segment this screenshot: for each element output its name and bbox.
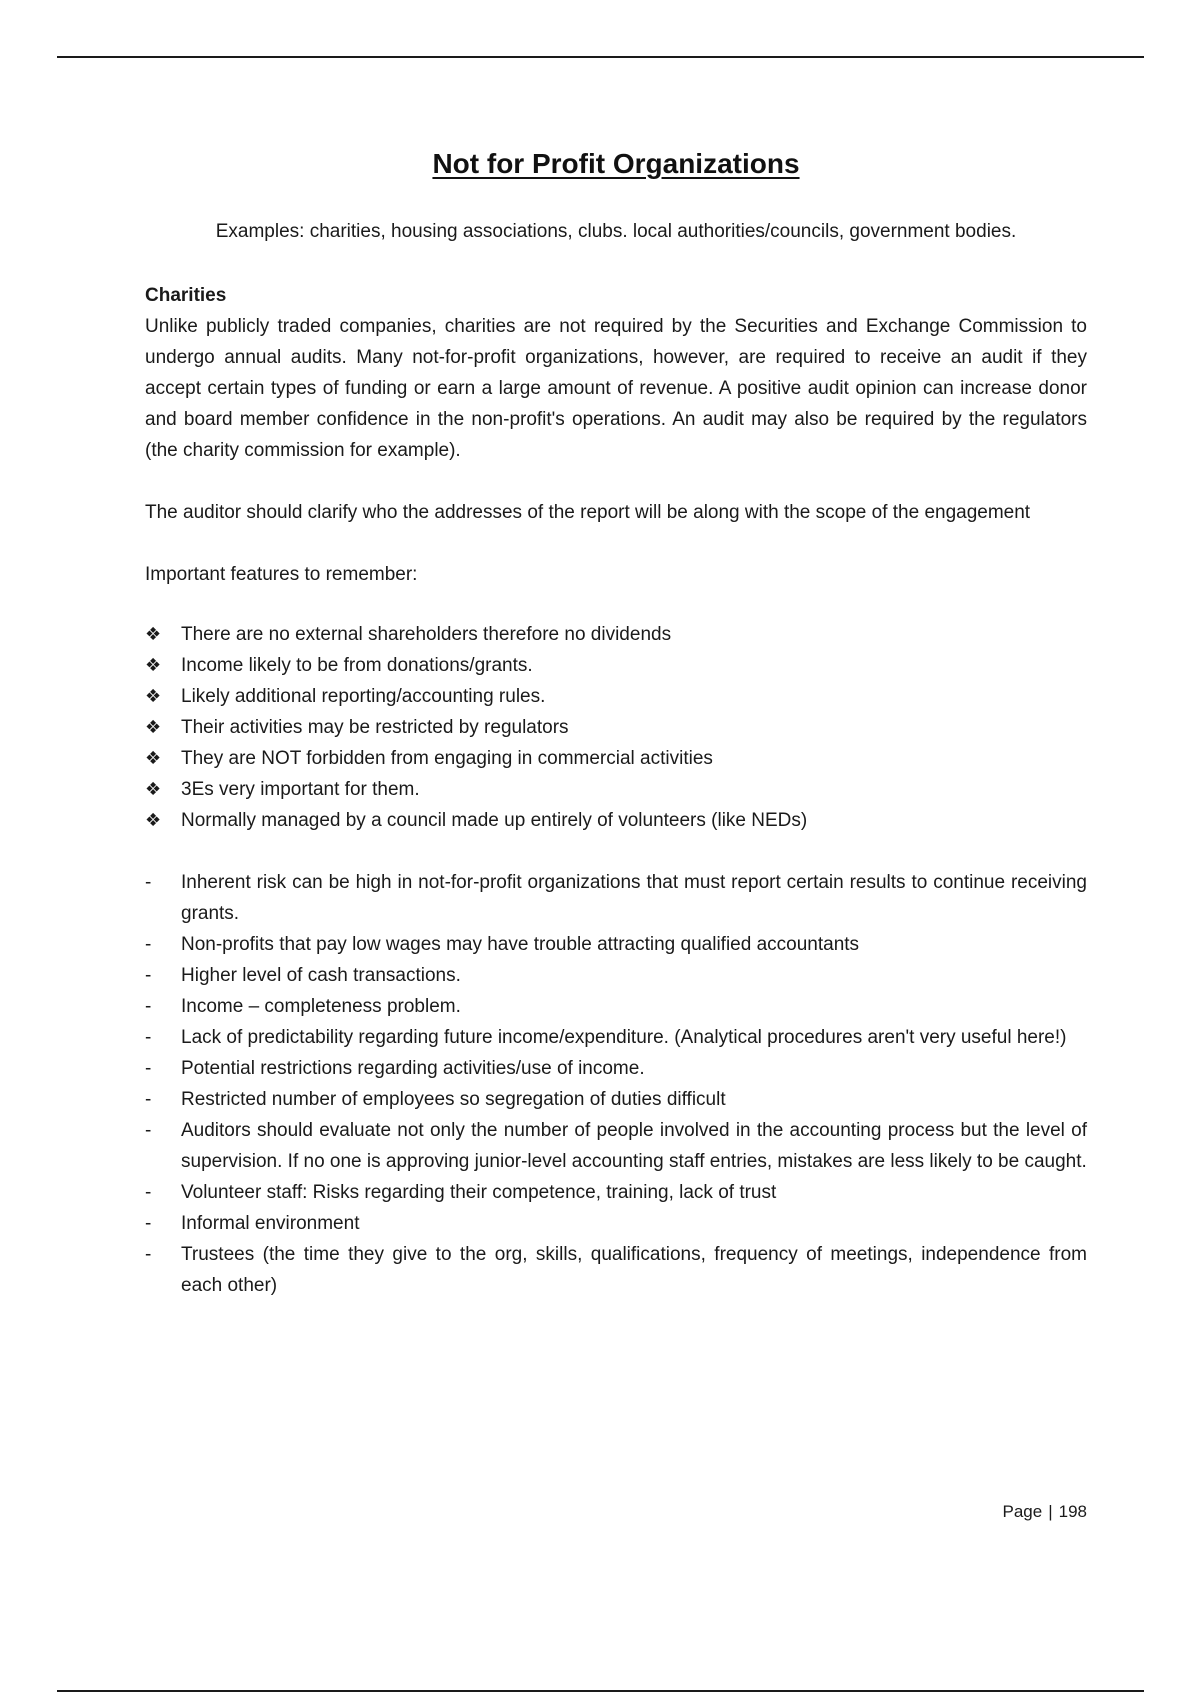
- list-item-text: There are no external shareholders therefore no dividends: [181, 624, 672, 645]
- page-number-footer: [1003, 1500, 1088, 1524]
- list-item: [145, 1239, 1087, 1301]
- list-item: [145, 960, 1087, 991]
- list-item: [145, 1177, 1087, 1208]
- dash-bullet-icon: -: [145, 1213, 152, 1234]
- page-number: 198: [1058, 1502, 1087, 1521]
- dash-bullet-icon: -: [145, 1089, 152, 1110]
- features-label: Important features to remember:: [145, 564, 418, 585]
- list-item-text: Income likely to be from donations/grants.: [181, 655, 533, 676]
- page-title: Not for Profit Organizations: [432, 148, 800, 179]
- list-item-text: Their activities may be restricted by regulators: [181, 717, 569, 738]
- list-item-text: Non-profits that pay low wages may have trouble attracting qualified accountants: [181, 934, 860, 955]
- list-item-text: Higher level of cash transactions.: [181, 965, 461, 986]
- diamond-bullet-icon: ❖: [145, 717, 162, 737]
- list-item: [145, 867, 1087, 929]
- footer-rule: [57, 1690, 1144, 1692]
- list-item-text: 3Es very important for them.: [181, 779, 420, 800]
- list-item-text: Income – completeness problem.: [181, 996, 461, 1017]
- list-item-text: Informal environment: [181, 1213, 360, 1234]
- dash-bullet-icon: -: [145, 996, 152, 1017]
- list-item-text: Auditors should evaluate not only the number of people involved in the accounting process but the level of supervision. If no one is approving junior-level accounting staff entries, mistakes are less likely to be caught.: [181, 1120, 1087, 1172]
- diamond-bullet-icon: ❖: [145, 686, 162, 706]
- section-heading-charities: Charities: [145, 285, 227, 306]
- dash-bullet-icon: -: [145, 1244, 152, 1265]
- footer-separator: |: [1048, 1502, 1053, 1521]
- list-item: [145, 1115, 1087, 1177]
- list-item: [145, 991, 1087, 1022]
- diamond-bullet-icon: ❖: [145, 624, 162, 644]
- list-item: [145, 619, 1087, 650]
- dash-bullet-icon: -: [145, 1058, 152, 1079]
- list-item-text: Lack of predictability regarding future income/expenditure. (Analytical procedures aren't very useful here!): [181, 1027, 1067, 1048]
- page-label: Page: [1002, 1502, 1043, 1521]
- list-item-text: Potential restrictions regarding activities/use of income.: [181, 1058, 645, 1079]
- page-content: [145, 146, 1087, 1301]
- list-item-text: Volunteer staff: Risks regarding their competence, training, lack of trust: [181, 1182, 777, 1203]
- list-item: [145, 1208, 1087, 1239]
- diamond-bullet-icon: ❖: [145, 810, 162, 830]
- list-item: [145, 681, 1087, 712]
- list-item: [145, 1022, 1087, 1053]
- list-item-text: Likely additional reporting/accounting rules.: [181, 686, 546, 707]
- list-item-text: They are NOT forbidden from engaging in commercial activities: [181, 748, 713, 769]
- risks-dash-list: [145, 867, 1087, 1301]
- list-item: [145, 774, 1087, 805]
- examples-line: Examples: charities, housing associations, clubs. local authorities/councils, government bodies.: [215, 221, 1017, 242]
- list-item: [145, 650, 1087, 681]
- dash-bullet-icon: -: [145, 1120, 152, 1141]
- features-bullet-list: [145, 619, 1087, 836]
- list-item: [145, 805, 1087, 836]
- diamond-bullet-icon: ❖: [145, 779, 162, 799]
- header-rule: [57, 56, 1144, 58]
- dash-bullet-icon: -: [145, 1182, 152, 1203]
- list-item: [145, 712, 1087, 743]
- dash-bullet-icon: -: [145, 965, 152, 986]
- list-item: [145, 1053, 1087, 1084]
- diamond-bullet-icon: ❖: [145, 655, 162, 675]
- list-item-text: Restricted number of employees so segregation of duties difficult: [181, 1089, 726, 1110]
- list-item: [145, 1084, 1087, 1115]
- paragraph-charities-audit: Unlike publicly traded companies, charities are not required by the Securities and Exchange Commission to undergo annual audits. Many not-for-profit organizations, however, are required to receive an audit if they accept certain types of funding or earn a large amount of revenue. A positive audit opinion can increase donor and board member confidence in the non-profit's operations. An audit may also be required by the regulators (the charity commission for example).: [145, 316, 1087, 461]
- dash-bullet-icon: -: [145, 872, 152, 893]
- paragraph-auditor-clarify: The auditor should clarify who the addresses of the report will be along with the scope of the engagement: [145, 502, 1031, 523]
- list-item-text: Normally managed by a council made up entirely of volunteers (like NEDs): [181, 810, 808, 831]
- list-item-text: Trustees (the time they give to the org, skills, qualifications, frequency of meetings, independence from each other): [181, 1244, 1087, 1296]
- list-item: [145, 929, 1087, 960]
- dash-bullet-icon: -: [145, 1027, 152, 1048]
- diamond-bullet-icon: ❖: [145, 748, 162, 768]
- list-item-text: Inherent risk can be high in not-for-profit organizations that must report certain results to continue receiving grants.: [181, 872, 1087, 924]
- list-item: [145, 743, 1087, 774]
- dash-bullet-icon: -: [145, 934, 152, 955]
